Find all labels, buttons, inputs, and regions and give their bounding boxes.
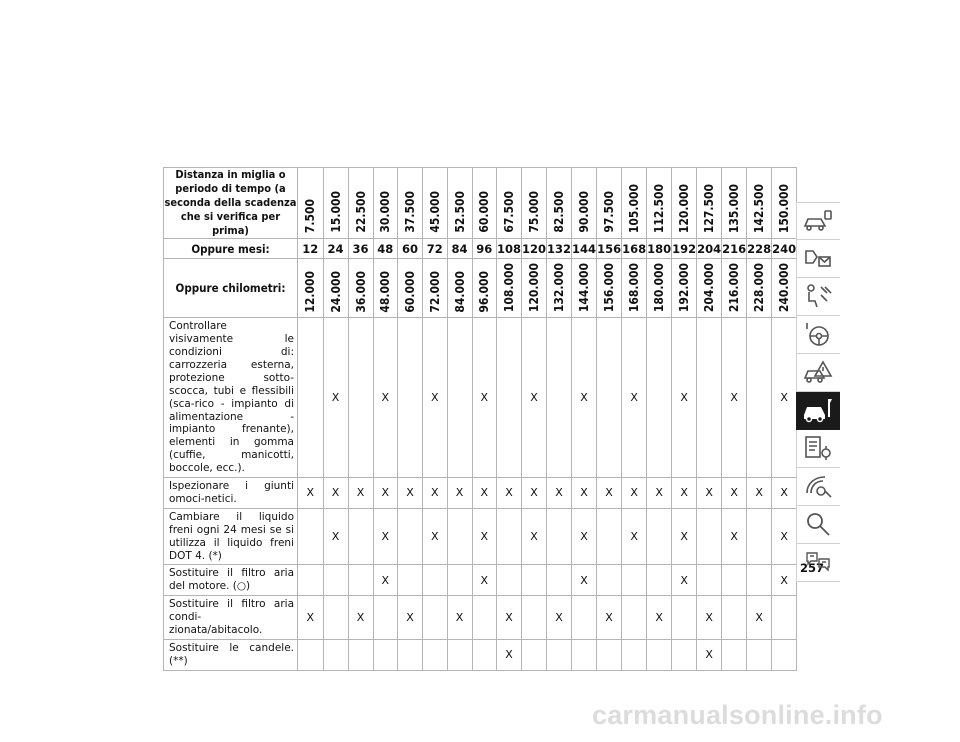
interval-mark: X [298,478,324,509]
interval-mark: X [722,478,747,509]
interval-mark [298,318,324,478]
miles-value: 15.000 [328,191,343,233]
months-value: 180 [647,239,672,259]
miles-cell [472,168,497,239]
chapter-tab[interactable] [796,278,840,316]
interval-mark [447,565,472,596]
interval-mark [522,640,547,671]
interval-mark: X [423,318,448,478]
interval-mark: X [697,596,722,640]
months-value: 72 [423,239,448,259]
interval-mark [423,565,448,596]
miles-value: 67.500 [502,191,516,233]
interval-mark: X [772,318,797,478]
interval-mark [597,508,622,565]
km-value: 228.000 [752,263,767,313]
interval-mark: X [572,565,597,596]
interval-mark [722,640,747,671]
interval-mark [747,318,772,478]
interval-mark: X [772,565,797,596]
interval-mark: X [672,478,697,509]
km-cell [522,259,547,318]
km-value: 36.000 [353,270,368,313]
km-value: 216.000 [727,263,742,313]
maintenance-row [164,640,797,671]
km-value: 156.000 [602,263,617,313]
maintenance-task: Ispezionare i giunti omoci-netici. [164,478,298,509]
months-value: 144 [572,239,597,259]
interval-mark [697,508,722,565]
interval-mark [522,596,547,640]
interval-mark [348,565,373,596]
interval-mark [672,640,697,671]
interval-mark [398,640,423,671]
interval-mark: X [323,318,348,478]
chapter-tab[interactable] [796,354,840,392]
miles-cell [747,168,772,239]
interval-mark [672,596,697,640]
interval-mark: X [472,565,497,596]
months-value: 120 [522,239,547,259]
interval-mark [547,565,572,596]
km-cell [622,259,647,318]
interval-mark: X [747,596,772,640]
miles-cell [697,168,722,239]
maintenance-task: Sostituire il filtro aria del motore. (○) [164,565,298,596]
interval-mark [622,596,647,640]
interval-mark [597,640,622,671]
km-cell [672,259,697,318]
miles-value: 82.500 [552,191,567,233]
interval-mark [423,596,448,640]
interval-mark: X [447,596,472,640]
months-value: 24 [323,239,348,259]
maintenance-row [164,508,797,565]
maintenance-row [164,596,797,640]
maintenance-row [164,478,797,509]
interval-mark: X [572,478,597,509]
interval-mark: X [697,640,722,671]
km-value: 180.000 [652,263,667,313]
months-row [164,239,797,259]
chapter-tab[interactable] [796,392,840,430]
maintenance-schedule-table [163,167,797,671]
interval-mark: X [722,318,747,478]
months-value: 84 [447,239,472,259]
chapter-tab[interactable] [796,202,840,240]
km-cell [398,259,423,318]
km-cell [348,259,373,318]
interval-mark: X [647,478,672,509]
interval-mark [447,640,472,671]
interval-mark: X [497,478,522,509]
interval-mark: X [373,478,398,509]
interval-mark: X [298,596,324,640]
km-cell [373,259,398,318]
miles-value: 52.500 [452,191,467,233]
km-value: 12.000 [303,270,318,313]
interval-mark [747,508,772,565]
interval-mark [323,565,348,596]
km-value: 144.000 [577,263,592,313]
interval-mark [772,596,797,640]
interval-mark [647,565,672,596]
interval-mark: X [472,478,497,509]
interval-mark: X [697,478,722,509]
km-row [164,259,797,318]
interval-mark: X [373,318,398,478]
km-cell [722,259,747,318]
km-value: 204.000 [702,263,717,313]
miles-cell [447,168,472,239]
km-cell [497,259,522,318]
months-value: 132 [547,239,572,259]
miles-value: 45.000 [427,191,442,233]
interval-mark [348,508,373,565]
interval-mark [597,565,622,596]
months-value: 108 [497,239,522,259]
miles-cell [323,168,348,239]
interval-mark [547,318,572,478]
interval-mark: X [597,478,622,509]
interval-mark [572,596,597,640]
interval-mark: X [348,596,373,640]
chapter-tab[interactable] [796,240,840,278]
miles-cell [547,168,572,239]
maintenance-task: Sostituire il filtro aria condi-zionata/abitacolo. [164,596,298,640]
interval-mark [647,508,672,565]
months-value: 168 [622,239,647,259]
chapter-tab[interactable] [796,468,840,506]
interval-mark: X [597,596,622,640]
interval-mark [323,596,348,640]
interval-mark: X [373,565,398,596]
km-label: Oppure chilometri: [164,259,298,318]
interval-mark [323,640,348,671]
miles-cell [672,168,697,239]
interval-mark [572,640,597,671]
interval-mark [647,318,672,478]
km-value: 72.000 [427,270,442,313]
interval-mark [472,640,497,671]
chapter-tab[interactable] [796,430,840,468]
km-cell [547,259,572,318]
interval-mark: X [423,508,448,565]
interval-mark: X [472,508,497,565]
months-value: 48 [373,239,398,259]
km-value: 24.000 [328,270,343,313]
miles-cell [647,168,672,239]
km-cell [772,259,797,318]
interval-mark: X [398,596,423,640]
interval-mark [398,508,423,565]
km-value: 108.000 [502,263,516,313]
interval-mark [622,640,647,671]
interval-mark [772,640,797,671]
interval-mark [398,318,423,478]
miles-value: 112.500 [652,183,667,233]
miles-cell [522,168,547,239]
months-value: 96 [472,239,497,259]
interval-mark: X [772,478,797,509]
interval-mark: X [323,478,348,509]
interval-mark [722,596,747,640]
interval-mark [647,640,672,671]
chapter-tab[interactable] [796,316,840,354]
miles-value: 22.500 [353,191,368,233]
interval-mark: X [622,318,647,478]
miles-value: 7.500 [303,198,318,233]
interval-mark [472,596,497,640]
km-cell [423,259,448,318]
miles-cell [373,168,398,239]
miles-cell [622,168,647,239]
interval-mark [298,640,324,671]
interval-mark [497,508,522,565]
page-number: 257 [800,561,825,575]
interval-mark: X [472,318,497,478]
km-value: 96.000 [477,270,492,313]
watermark: carmanualsonline.info [592,700,883,730]
interval-mark: X [772,508,797,565]
miles-value: 60.000 [477,191,492,233]
interval-mark: X [647,596,672,640]
interval-mark: X [522,478,547,509]
miles-value: 90.000 [577,191,592,233]
km-value: 48.000 [378,270,393,313]
distance-label: Distanza in miglia o periodo di tempo (a seconda della scadenza che si verifica per prima) [164,168,297,237]
interval-mark: X [373,508,398,565]
months-value: 204 [697,239,722,259]
interval-mark: X [747,478,772,509]
miles-value: 150.000 [777,183,792,233]
maintenance-task: Cambiare il liquido freni ogni 24 mesi se si utilizza il liquido freni DOT 4. (*) [164,508,298,565]
interval-mark [447,318,472,478]
interval-mark [373,596,398,640]
miles-cell [497,168,522,239]
interval-mark: X [522,508,547,565]
interval-mark [298,508,324,565]
months-value: 228 [747,239,772,259]
interval-mark: X [572,318,597,478]
maintenance-task: Sostituire le candele. (**) [164,640,298,671]
interval-mark: X [522,318,547,478]
interval-mark [373,640,398,671]
miles-cell [572,168,597,239]
months-value: 60 [398,239,423,259]
interval-mark [497,565,522,596]
miles-value: 127.500 [702,183,717,233]
interval-mark [547,508,572,565]
miles-cell [722,168,747,239]
chapter-tab[interactable] [796,506,840,544]
interval-mark [423,640,448,671]
interval-mark: X [398,478,423,509]
months-label: Oppure mesi: [164,239,298,259]
miles-cell [348,168,373,239]
miles-cell [298,168,324,239]
interval-mark [348,318,373,478]
months-value: 36 [348,239,373,259]
miles-cell [398,168,423,239]
miles-cell [423,168,448,239]
km-value: 84.000 [452,270,467,313]
miles-value: 30.000 [378,191,393,233]
km-cell [298,259,324,318]
chapter-tab[interactable] [796,544,840,582]
miles-value: 37.500 [403,191,417,233]
km-value: 60.000 [403,270,417,313]
interval-mark [722,565,747,596]
maintenance-row [164,318,797,478]
interval-mark [697,318,722,478]
miles-row [164,168,797,239]
miles-value: 120.000 [677,183,692,233]
km-value: 240.000 [777,263,792,313]
interval-mark: X [447,478,472,509]
interval-mark: X [672,318,697,478]
km-cell [472,259,497,318]
maintenance-task: Controllare visivamente le condizioni di: carrozzeria esterna, protezione sotto-scocca, tubi e flessibili (sca-rico - impianto di alimentazione - impianto frenante), elementi in gomma (cuffie, manicotti, boccole, ecc.). [164,318,298,478]
km-cell [323,259,348,318]
months-value: 216 [722,239,747,259]
miles-value: 75.000 [527,191,542,233]
interval-mark [348,640,373,671]
interval-mark: X [547,478,572,509]
interval-mark: X [722,508,747,565]
km-value: 132.000 [552,263,567,313]
interval-mark: X [622,478,647,509]
months-value: 192 [672,239,697,259]
km-value: 192.000 [677,263,692,313]
interval-mark [298,565,324,596]
miles-value: 97.500 [602,191,617,233]
interval-mark [447,508,472,565]
interval-mark: X [672,508,697,565]
interval-mark [547,640,572,671]
miles-value: 105.000 [627,183,642,233]
interval-mark [697,565,722,596]
miles-cell [597,168,622,239]
interval-mark: X [572,508,597,565]
interval-mark: X [622,508,647,565]
interval-mark [747,565,772,596]
interval-mark [597,318,622,478]
interval-mark [398,565,423,596]
months-value: 12 [298,239,324,259]
interval-mark [622,565,647,596]
months-value: 156 [597,239,622,259]
interval-mark: X [497,596,522,640]
chapter-tabs [796,202,840,582]
interval-mark [747,640,772,671]
miles-value: 135.000 [727,183,742,233]
miles-value: 142.500 [752,183,767,233]
interval-mark: X [348,478,373,509]
interval-mark: X [497,640,522,671]
km-cell [647,259,672,318]
months-value: 240 [772,239,797,259]
maintenance-row [164,565,797,596]
km-value: 168.000 [627,263,642,313]
interval-mark: X [423,478,448,509]
interval-mark [522,565,547,596]
interval-mark: X [323,508,348,565]
miles-cell [772,168,797,239]
interval-mark: X [672,565,697,596]
km-cell [747,259,772,318]
km-value: 120.000 [527,263,542,313]
interval-mark [497,318,522,478]
interval-mark: X [547,596,572,640]
km-cell [697,259,722,318]
km-cell [597,259,622,318]
km-cell [447,259,472,318]
km-cell [572,259,597,318]
